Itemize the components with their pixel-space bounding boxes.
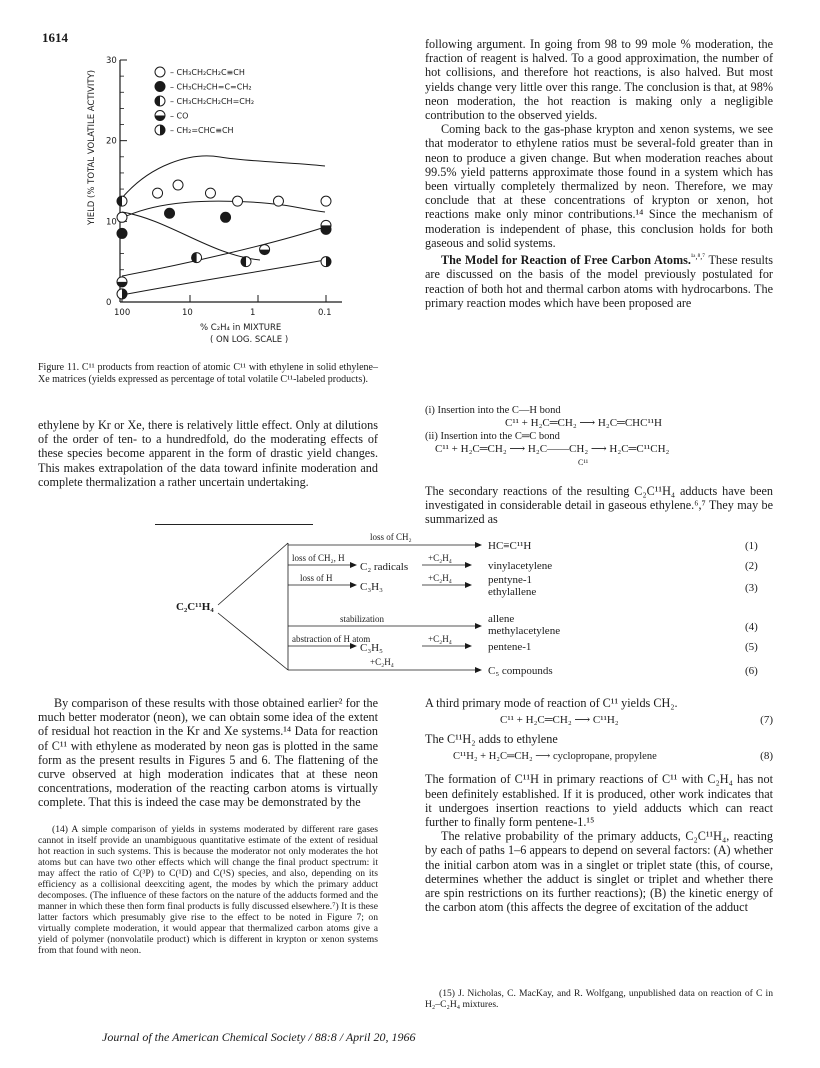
x-axis-label: % C₂H₄ in MIXTURE (200, 323, 282, 333)
equation-7: C¹¹ + H₂C═CH₂ ⟶ C¹¹H₂ (500, 714, 619, 727)
paragraph: A third primary mode of reaction of C¹¹ yields CH₂. (425, 696, 678, 710)
trend-curve-vinylacetylene (122, 260, 325, 295)
data-point (165, 208, 175, 218)
label-loss-h: loss of H (300, 573, 333, 583)
page-number: 1614 (42, 30, 68, 45)
plus-ethylene: +C₂H₄ (370, 657, 394, 667)
product-6: C₅ compounds (488, 665, 553, 677)
plus-ethylene: +C₂H₄ (428, 553, 452, 563)
product-4b: methylacetylene (488, 625, 561, 637)
data-point (153, 188, 163, 198)
data-point (117, 277, 127, 287)
y-tick-label: 30 (106, 56, 117, 66)
plus-ethylene: +C₂H₄ (428, 573, 452, 583)
paragraph: By comparison of these results with those obtained earlier² for the much better moderator (neon), we can obtain some idea of the extent of residual hot reaction in the Kr and Xe systems.¹⁴ Data for reaction of C¹¹ with ethylene as moderated by neon gas is plotted in the same form as the present results in Figures 5 and 6. The flattening of the curve observed at high moderation indicates that at these neon concentrations, moderation of the reacting carbon atoms is virtually complete. That this is indeed the case may be demonstrated by the (38, 696, 378, 810)
x-tick-label: 0.1 (318, 308, 332, 318)
legend-marker (155, 82, 165, 92)
reaction-scheme (170, 533, 770, 683)
chart-legend (155, 67, 254, 135)
plus-ethylene: +C₂H₄ (428, 634, 452, 644)
product-4a: allene (488, 613, 515, 625)
legend-marker (155, 111, 165, 121)
y-tick-label: 10 (106, 217, 117, 228)
y-axis-label: YIELD (% TOTAL VOLATILE ACTIVITY) (87, 69, 97, 225)
y-tick-label: 0 (106, 298, 112, 308)
eq-num-4: (4) (745, 621, 758, 633)
reaction-modes (425, 404, 773, 469)
left-column-top (38, 418, 378, 489)
legend-label: – CH₂=CHC≡CH (170, 126, 234, 135)
scheme-source: C₂C¹¹H₄ (176, 601, 214, 613)
data-point (321, 220, 331, 230)
product-3a: pentyne-1 (488, 574, 532, 586)
c3h3: C₃H₃ (360, 581, 383, 593)
paragraph: The formation of C¹¹H in primary reactions of C¹¹ with C₂H₄ has not been definitely established. If it is produced, other work indicates that it undergoes insertion reactions to yield adducts which can react further to finally form pentene-1.¹⁵ (425, 772, 773, 830)
paragraph: ethylene by Kr or Xe, there is relatively little effect. Only at dilutions of the order of ten- to a hundredfold, do the moderating effects of these species become apparent in the form of drastic yield changes. This makes extrapolation of the data toward infinite moderation and complete thermalization a rather uncertain undertaking. (38, 418, 378, 489)
footnote-14 (38, 824, 378, 956)
right-column-mid (425, 484, 773, 527)
paragraph: Coming back to the gas-phase krypton and xenon systems, we see that moderator to ethylene ratios must be several-fold greater than in neon to produce a given change. But when moderation reaches about 99.5% yield patterns approximate those found in a system which has been virtually completely thermalized by neon. Therefore, we may conclude that at these concentrations of krypton or xenon, hot reactions make only minor contributions.¹⁴ Since the mechanism of moderation is independent of phase, this conclusion holds for both gaseous and solid systems. (425, 122, 773, 250)
data-point (117, 212, 127, 222)
data-point (273, 196, 283, 206)
eq-num-6: (6) (745, 665, 758, 677)
data-point (117, 196, 127, 206)
legend-label: – CH₃CH₂CH₂CH=CH₂ (170, 97, 255, 106)
x-axis-sublabel: ( ON LOG. SCALE ) (210, 335, 289, 345)
data-point (260, 245, 270, 255)
equation: C¹¹ + H₂C═CH₂ ⟶ H₂C——CH₂ ⟶ H₂C═C¹¹CH₂ (435, 443, 670, 455)
equation-8-number: (8) (760, 750, 773, 763)
x-tick-label: 1 (250, 308, 256, 318)
data-points (117, 180, 331, 299)
figure-11-chart (80, 50, 370, 355)
eq-num-1: (1) (745, 540, 758, 552)
data-point (205, 188, 215, 198)
section-heading: The Model for Reaction of Free Carbon Atoms. (441, 253, 691, 268)
legend-label: – CH₃CH₂CH=C=CH₂ (170, 82, 252, 92)
paragraph: following argument. In going from 98 to 99 mole % moderation, the fraction of reagent is halved. To a good approximation, the number of hot collisions, and therefore hot reactions, is also halved. But most yields change very little over this range. The conclusion is that, at 98% neon moderation, the hot reaction is making only a negligible contribution to the observed yields. (425, 37, 773, 123)
trend-curve-pentene (122, 212, 260, 260)
product-1: HC≡C¹¹H (488, 540, 532, 552)
divider (155, 524, 313, 525)
eq-num-5: (5) (745, 641, 758, 653)
data-point (192, 253, 202, 263)
data-point (221, 212, 231, 222)
c2-radicals: C₂ radicals (360, 561, 409, 573)
data-point (241, 257, 251, 267)
legend-label: – CH₃CH₂CH₂C≡CH (170, 68, 245, 77)
data-point (173, 180, 183, 190)
journal-footer: Journal of the American Chemical Society / 88:8 / April 20, 1966 (102, 1030, 416, 1044)
paragraph: These results are discussed on the basis of the model previously postulated for reaction of both hot and thermal carbon atoms with hydrocarbons. The primary reaction modes which have been proposed are (425, 253, 773, 310)
legend-label: – CO (170, 111, 189, 121)
legend-marker (155, 96, 165, 106)
label-abstraction: abstraction of H atom (292, 634, 371, 644)
eq-num-2: (2) (745, 560, 758, 572)
paragraph: The relative probability of the primary adducts, C₂C¹¹H₄, reacting by each of paths 1–6 appears to depend on several factors: (A) whether the initial carbon atom was in a singlet or triplet state (this, of course, determines whether the adduct is singlet or triplet and whether there are spin restrictions on its further reactions); (B) the kinetic energy of the carbon atom (this affects the degree of excitation of the adduct (425, 829, 773, 915)
c3h5: C₃H₅ (360, 642, 383, 654)
right-column-bottom (425, 696, 773, 914)
equation-7-number: (7) (760, 714, 773, 727)
heading-refs: ¹ᵃ,⁸,⁷ (690, 252, 706, 262)
legend-marker (155, 125, 165, 135)
data-point (321, 196, 331, 206)
product-2: vinylacetylene (488, 560, 553, 572)
paragraph: The C¹¹H₂ adds to ethylene (425, 732, 558, 747)
x-tick-label: 10 (182, 308, 193, 318)
equation-subscript: C¹¹ (578, 458, 589, 467)
mode-label: (i) Insertion into the C—H bond (425, 405, 561, 416)
footnote-15 (425, 988, 773, 1010)
footnote: (15) J. Nicholas, C. MacKay, and R. Wolfgang, unpublished data on reaction of C in H₂–C₂H₄ mixtures. (425, 988, 773, 1010)
eq-num-3: (3) (745, 582, 758, 594)
left-column-bottom (38, 696, 378, 810)
legend-marker (155, 67, 165, 77)
label-stabilization: stabilization (340, 614, 384, 624)
label-loss-ch2h: loss of CH₂, H (292, 553, 345, 563)
right-column-top (425, 37, 773, 310)
figure-caption: Figure 11. C¹¹ products from reaction of atomic C¹¹ with ethylene in solid ethylene–Xe matrices (yields expressed as percentage of total volatile C¹¹-labeled products). (38, 362, 378, 385)
x-tick-label: 100 (114, 308, 131, 318)
paragraph: The secondary reactions of the resulting C₂C¹¹H₄ adducts have been investigated in considerable detail in gaseous ethylene.⁶,⁷ They may be summarized as (425, 484, 773, 527)
label-loss-ch2: loss of CH₂ (370, 533, 412, 542)
data-point (321, 257, 331, 267)
equation: C¹¹ + H₂C═CH₂ ⟶ H₂C═CHC¹¹H (505, 417, 662, 429)
footnote: (14) A simple comparison of yields in systems moderated by different rare gases cannot in itself provide an unambiguous quantitative estimate of the extent of residual hot reaction in such systems. This is because the moderator not only moderates the hot atoms but can have two other effects which will change the final product spectrum: it may affect the ratio of C(³P) to C(¹D) and C(¹S) species, and also, depending on its efficiency as a collisional deexciting agent, the modes by which the primary adduct decomposes. (The influence of these factors on the nature of the adducts formed and the manner in which these then form final products is fully discussed elsewhere.⁷) It is these latter factors which presumably give rise to the effect to be noted in Figure 7; on virtually complete moderation, it would appear that thermalized carbon atoms give a yield of polymer (nonvolatile product) which is different in krypton or xenon systems from that found with neon. (38, 824, 378, 956)
equation-8: C¹¹H₂ + H₂C═CH₂ ⟶ cyclopropane, propylene (453, 751, 657, 763)
mode-label: (ii) Insertion into the C═C bond (425, 431, 560, 442)
product-5: pentene-1 (488, 641, 532, 653)
data-point (117, 228, 127, 238)
data-point (233, 196, 243, 206)
product-3b: ethylallene (488, 586, 537, 598)
y-tick-label: 20 (106, 136, 117, 147)
data-point (117, 289, 127, 299)
